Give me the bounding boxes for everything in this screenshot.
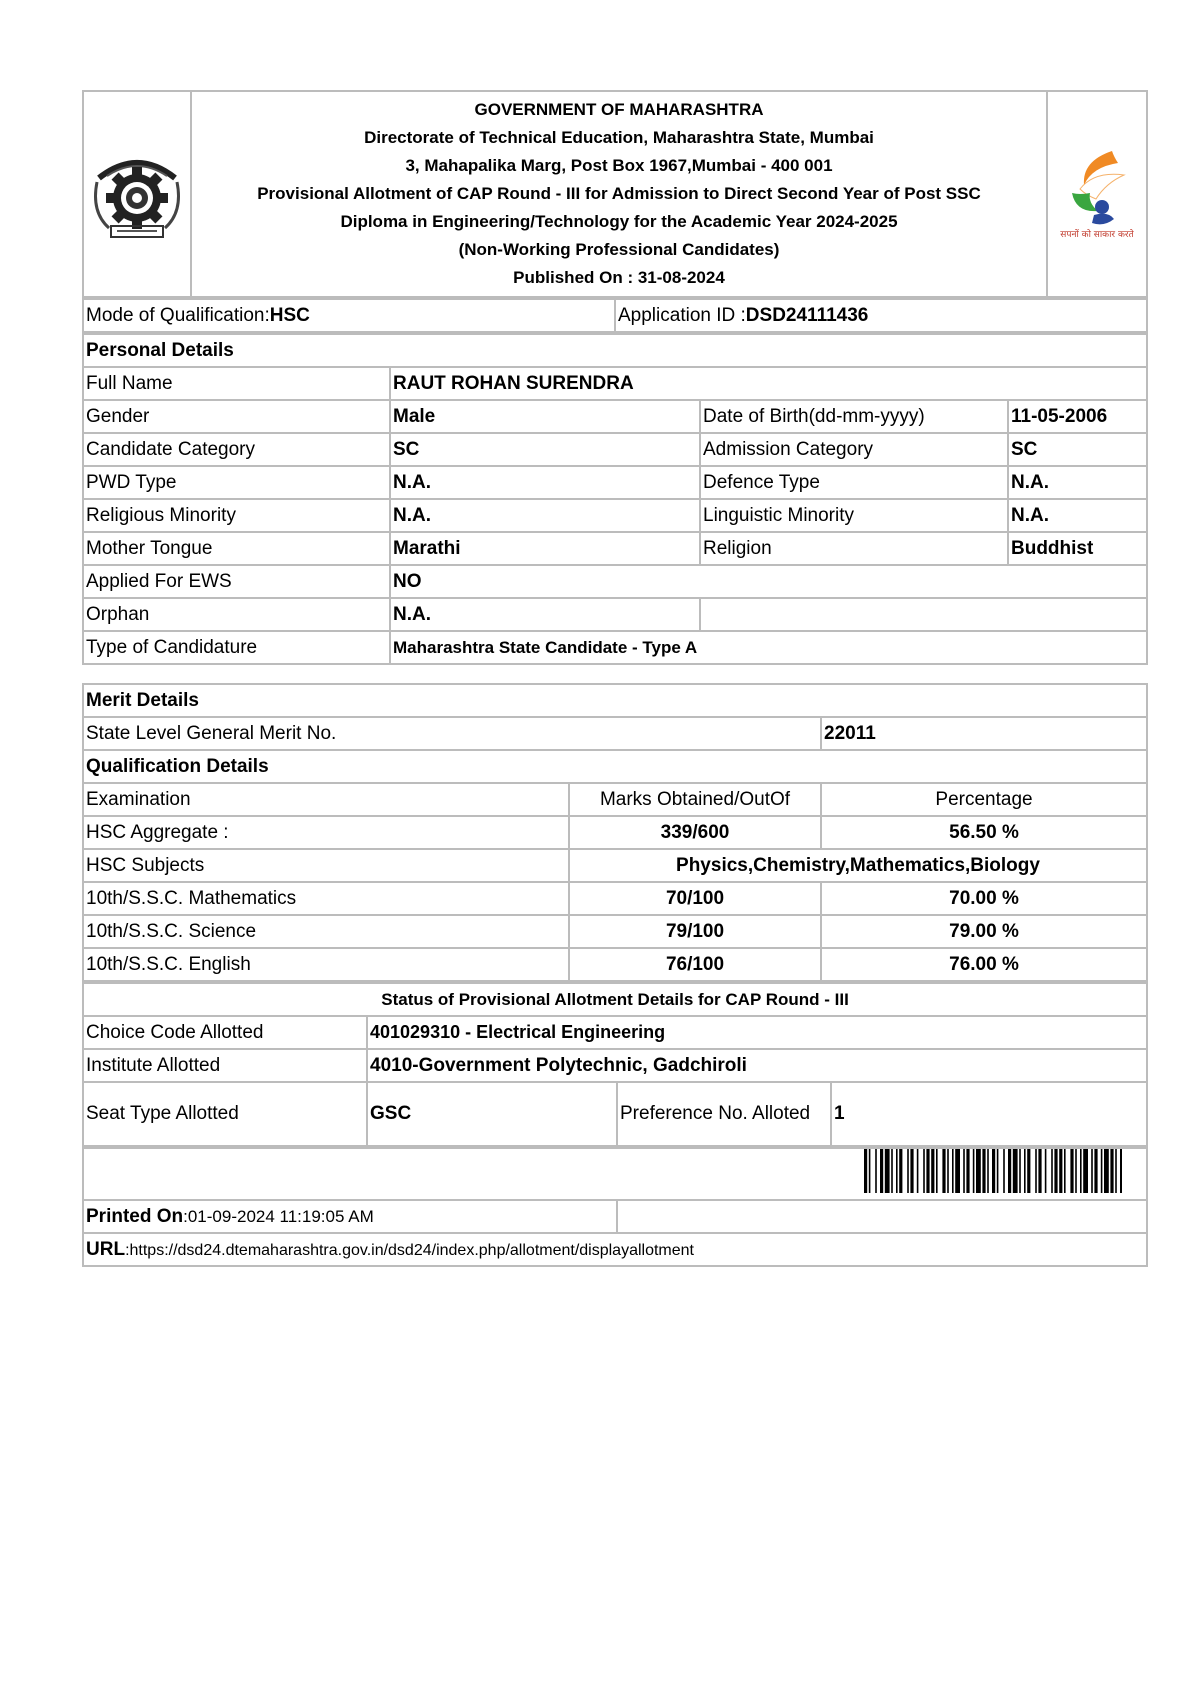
printed-on-label: Printed On xyxy=(86,1205,184,1227)
admission-category-value: SC xyxy=(1008,433,1147,466)
exam-name: 10th/S.S.C. Mathematics xyxy=(83,882,569,915)
institute-value: 4010-Government Polytechnic, Gadchiroli xyxy=(367,1049,1147,1082)
candidate-category-label: Candidate Category xyxy=(83,433,390,466)
application-id xyxy=(615,299,1147,332)
personal-details-heading: Personal Details xyxy=(83,334,1147,367)
exam-percentage: 70.00 % xyxy=(821,882,1147,915)
religious-minority-label: Religious Minority xyxy=(83,499,390,532)
institute-label: Institute Allotted xyxy=(83,1049,367,1082)
page-url xyxy=(83,1233,1147,1266)
app-id-label: Application ID : xyxy=(618,304,746,326)
exam-percentage: 79.00 % xyxy=(821,915,1147,948)
seat-type-value: GSC xyxy=(367,1082,617,1146)
candidate-category-value: SC xyxy=(390,433,700,466)
gear-emblem-icon xyxy=(89,142,185,240)
exam-name: 10th/S.S.C. English xyxy=(83,948,569,981)
header-line-2: Directorate of Technical Education, Maharashtra State, Mumbai xyxy=(364,128,874,147)
mother-tongue-label: Mother Tongue xyxy=(83,532,390,565)
table-row xyxy=(83,849,1147,882)
merit-details-table xyxy=(82,683,1148,982)
pwd-type-value: N.A. xyxy=(390,466,700,499)
dob-label: Date of Birth(dd-mm-yyyy) xyxy=(700,400,1008,433)
orphan-empty-cell xyxy=(700,598,1147,631)
header-line-3: 3, Mahapalika Marg, Post Box 1967,Mumbai - 400 001 xyxy=(405,156,833,175)
col-header-marks: Marks Obtained/OutOf xyxy=(569,783,821,816)
col-header-examination: Examination xyxy=(83,783,569,816)
hsc-subjects-label: HSC Subjects xyxy=(83,849,569,882)
printed-on-empty-cell xyxy=(617,1200,1147,1233)
allotment-heading: Status of Provisional Allotment Details for CAP Round - III xyxy=(83,983,1147,1016)
col-header-percentage: Percentage xyxy=(821,783,1147,816)
header-line-7: Published On : 31-08-2024 xyxy=(513,268,725,287)
header-line-1: GOVERNMENT OF MAHARASHTRA xyxy=(474,100,764,119)
religion-label: Religion xyxy=(700,532,1008,565)
allotment-letter xyxy=(82,90,1146,1267)
tricolour-flame-icon xyxy=(1052,141,1142,241)
qualification-details-heading: Qualification Details xyxy=(83,750,1147,783)
section-gap xyxy=(82,665,1146,683)
mode-of-qualification xyxy=(83,299,615,332)
ews-label: Applied For EWS xyxy=(83,565,390,598)
right-logo-text: सपनों को साकार करते xyxy=(1060,230,1134,240)
linguistic-minority-label: Linguistic Minority xyxy=(700,499,1008,532)
header-line-5: Diploma in Engineering/Technology for the Academic Year 2024-2025 xyxy=(340,212,898,231)
url-label: URL xyxy=(86,1238,126,1260)
exam-percentage: 56.50 % xyxy=(821,816,1147,849)
personal-details-table xyxy=(82,333,1148,665)
orphan-label: Orphan xyxy=(83,598,390,631)
table-row xyxy=(83,816,1147,849)
choice-code-label: Choice Code Allotted xyxy=(83,1016,367,1049)
defence-type-value: N.A. xyxy=(1008,466,1147,499)
exam-marks: 339/600 xyxy=(569,816,821,849)
hsc-subjects-value: Physics,Chemistry,Mathematics,Biology xyxy=(569,849,1147,882)
defence-type-label: Defence Type xyxy=(700,466,1008,499)
exam-marks: 70/100 xyxy=(569,882,821,915)
printed-on xyxy=(83,1200,617,1233)
mode-value: HSC xyxy=(269,304,310,326)
mode-label: Mode of Qualification: xyxy=(86,304,270,326)
header-title-block xyxy=(191,91,1047,297)
mother-tongue-value: Marathi xyxy=(390,532,700,565)
exam-name: HSC Aggregate : xyxy=(83,816,569,849)
header-line-6: (Non-Working Professional Candidates) xyxy=(458,240,780,259)
candidature-value: Maharashtra State Candidate - Type A xyxy=(390,631,1147,664)
table-row xyxy=(83,915,1147,948)
exam-name: 10th/S.S.C. Science xyxy=(83,915,569,948)
religion-value: Buddhist xyxy=(1008,532,1147,565)
mode-table xyxy=(82,298,1148,333)
header-line-4: Provisional Allotment of CAP Round - III for Admission to Direct Second Year of Post SSC xyxy=(257,184,981,203)
candidature-label: Type of Candidature xyxy=(83,631,390,664)
religious-minority-value: N.A. xyxy=(390,499,700,532)
header-table xyxy=(82,90,1148,298)
merit-no-value: 22011 xyxy=(821,717,1147,750)
orphan-value: N.A. xyxy=(390,598,700,631)
gender-label: Gender xyxy=(83,400,390,433)
barcode-icon xyxy=(864,1149,1122,1193)
merit-no-label: State Level General Merit No. xyxy=(83,717,821,750)
choice-code-value: 401029310 - Electrical Engineering xyxy=(367,1016,1147,1049)
url-value: :https://dsd24.dtemaharashtra.gov.in/dsd24/index.php/allotment/displayallotment xyxy=(125,1241,694,1259)
exam-marks: 79/100 xyxy=(569,915,821,948)
table-row xyxy=(83,948,1147,981)
skill-emblem-logo xyxy=(1047,91,1147,297)
preference-value: 1 xyxy=(831,1082,1147,1146)
footer-table xyxy=(82,1147,1148,1267)
admission-category-label: Admission Category xyxy=(700,433,1008,466)
exam-marks: 76/100 xyxy=(569,948,821,981)
full-name-value: RAUT ROHAN SURENDRA xyxy=(390,367,1147,400)
preference-label: Preference No. Alloted xyxy=(617,1082,831,1146)
app-id-value: DSD24111436 xyxy=(745,304,869,326)
barcode-cell xyxy=(83,1148,1147,1200)
printed-on-value: :01-09-2024 11:19:05 AM xyxy=(183,1206,374,1226)
gender-value: Male xyxy=(390,400,700,433)
dob-value: 11-05-2006 xyxy=(1008,400,1147,433)
allotment-table xyxy=(82,982,1148,1147)
full-name-label: Full Name xyxy=(83,367,390,400)
seat-type-label: Seat Type Allotted xyxy=(83,1082,367,1146)
dte-emblem-logo xyxy=(83,91,191,297)
pwd-type-label: PWD Type xyxy=(83,466,390,499)
table-row xyxy=(83,882,1147,915)
linguistic-minority-value: N.A. xyxy=(1008,499,1147,532)
exam-percentage: 76.00 % xyxy=(821,948,1147,981)
merit-details-heading: Merit Details xyxy=(83,684,1147,717)
ews-value: NO xyxy=(390,565,1147,598)
